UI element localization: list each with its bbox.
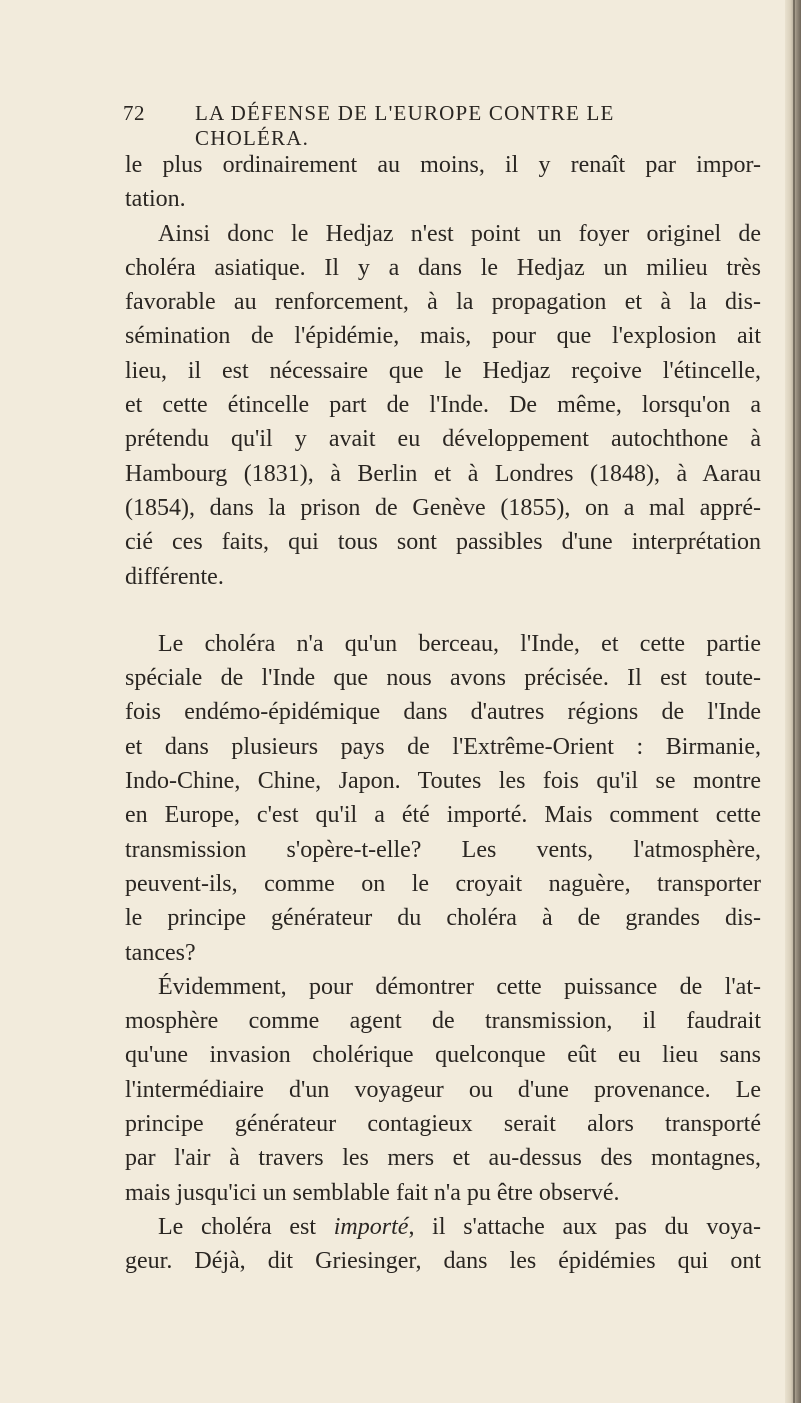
text-line: principe générateur contagieux serait alors transporté bbox=[125, 1111, 761, 1138]
text-line: transmission s'opère-t-elle? Les vents, l'atmosphère, bbox=[125, 836, 761, 863]
text-segment: Le choléra est bbox=[158, 1213, 334, 1240]
paragraph bbox=[125, 627, 761, 970]
text-line: mosphère comme agent de transmission, il faudrait bbox=[125, 1008, 761, 1035]
text-line: prétendu qu'il y avait eu développement autochthone à bbox=[125, 426, 761, 453]
text-line: Indo-Chine, Chine, Japon. Toutes les fois qu'il se montre bbox=[125, 768, 761, 795]
text-segment: , il s'attache aux pas du voya- bbox=[408, 1213, 762, 1240]
text-line: l'intermédiaire d'un voyageur ou d'une provenance. Le bbox=[125, 1076, 761, 1103]
text-line: tances? bbox=[125, 939, 196, 966]
text-line: sémination de l'épidémie, mais, pour que l'explosion ait bbox=[125, 323, 761, 350]
text-line: par l'air à travers les mers et au-dessus des montagnes, bbox=[125, 1145, 761, 1172]
text-line: Évidemment, pour démontrer cette puissance de l'at- bbox=[158, 973, 761, 1000]
text-line: et dans plusieurs pays de l'Extrême-Orient : Birmanie, bbox=[125, 733, 761, 760]
text-line: geur. Déjà, dit Griesinger, dans les épidémies qui ont bbox=[125, 1248, 761, 1275]
text-line: choléra asiatique. Il y a dans le Hedjaz un milieu très bbox=[125, 254, 761, 281]
text-line: cié ces faits, qui tous sont passibles d'une interprétation bbox=[125, 529, 761, 556]
text-line bbox=[125, 1210, 761, 1244]
paragraph bbox=[125, 148, 761, 217]
page-edge-line bbox=[793, 0, 795, 1403]
running-header bbox=[123, 101, 686, 150]
paragraph bbox=[125, 1210, 761, 1279]
text-line: Hambourg (1831), à Berlin et à Londres (1848), à Aarau bbox=[125, 460, 761, 487]
page-number: 72 bbox=[123, 101, 145, 125]
text-line: mais jusqu'ici un semblable fait n'a pu être observé. bbox=[125, 1179, 620, 1206]
text-line: (1854), dans la prison de Genève (1855), on a mal appré- bbox=[125, 494, 761, 521]
text-line: spéciale de l'Inde que nous avons précisée. Il est toute- bbox=[125, 665, 761, 692]
text-line: peuvent-ils, comme on le croyait naguère, transporter bbox=[125, 870, 761, 897]
text-line: en Europe, c'est qu'il a été importé. Mais comment cette bbox=[125, 802, 761, 829]
text-line: le principe générateur du choléra à de grandes dis- bbox=[125, 905, 761, 932]
running-title: LA DÉFENSE DE L'EUROPE CONTRE LE CHOLÉRA. bbox=[195, 101, 615, 150]
page-body-text bbox=[125, 148, 761, 1279]
emphasized-word: importé bbox=[333, 1213, 409, 1240]
text-line: le plus ordinairement au moins, il y renaît par impor- bbox=[125, 152, 761, 178]
text-line: différente. bbox=[125, 563, 224, 590]
paragraph bbox=[125, 970, 761, 1210]
text-line: lieu, il est nécessaire que le Hedjaz reçoive l'étincelle, bbox=[125, 357, 761, 384]
text-line: favorable au renforcement, à la propagation et à la dis- bbox=[125, 289, 761, 316]
text-line: Le choléra n'a qu'un berceau, l'Inde, et cette partie bbox=[158, 630, 761, 657]
text-line: qu'une invasion cholérique quelconque eût eu lieu sans bbox=[125, 1042, 761, 1069]
text-line: fois endémo-épidémique dans d'autres régions de l'Inde bbox=[125, 699, 761, 726]
text-line: Ainsi donc le Hedjaz n'est point un foyer originel de bbox=[158, 220, 761, 247]
text-line: et cette étincelle part de l'Inde. De même, lorsqu'on a bbox=[125, 392, 761, 419]
text-line: tation. bbox=[125, 186, 186, 213]
paragraph bbox=[125, 217, 761, 594]
